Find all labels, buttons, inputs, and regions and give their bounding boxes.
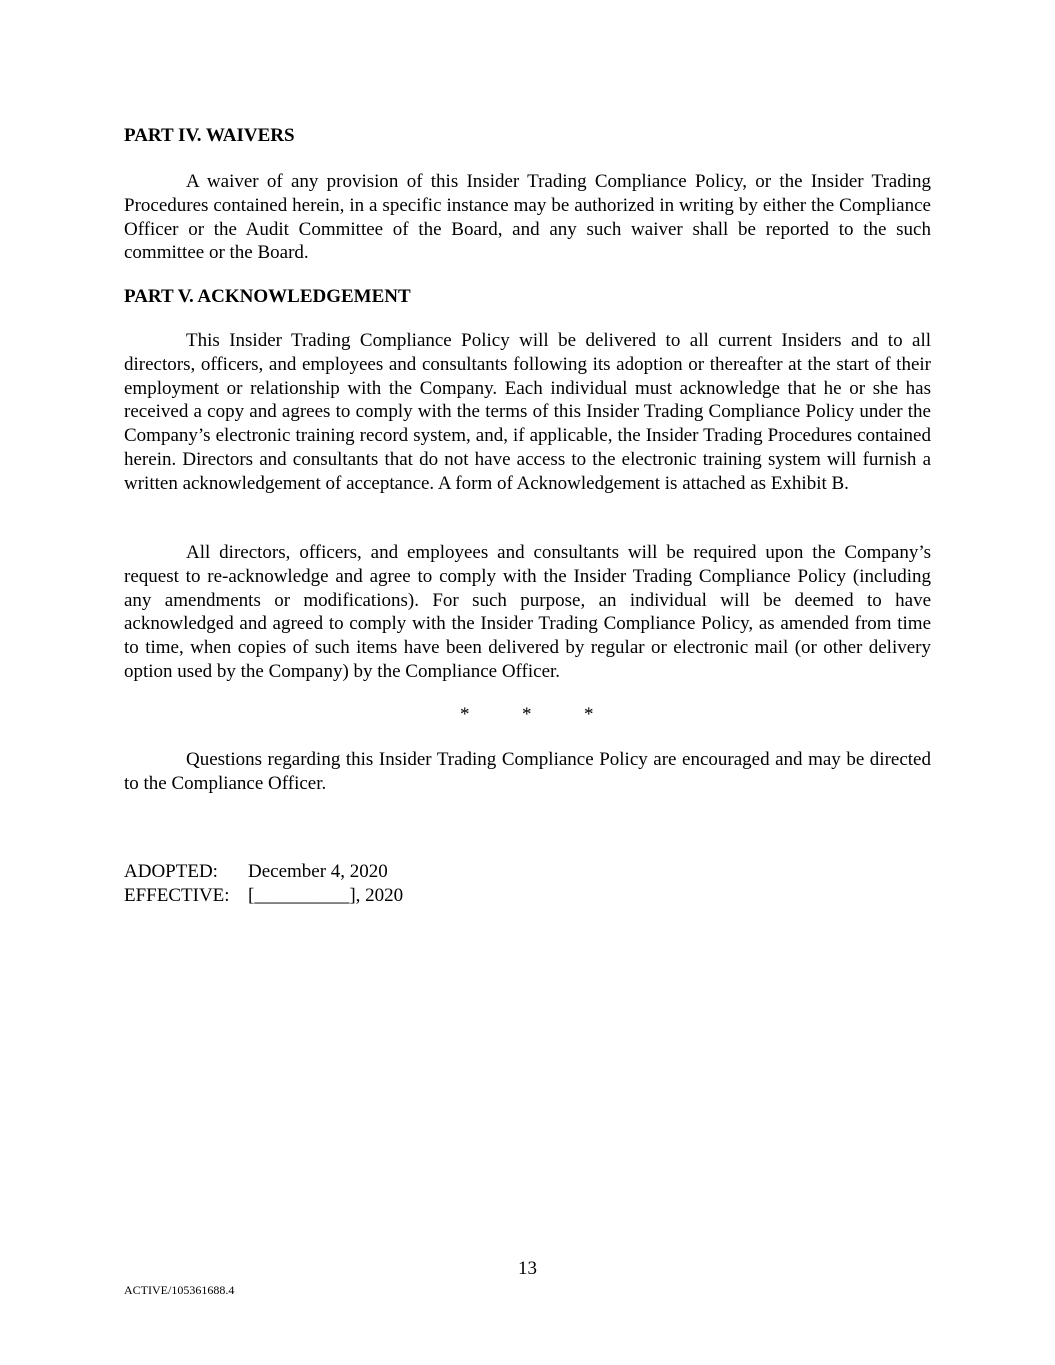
section-separator — [0, 703, 1055, 727]
adopted-label: ADOPTED: — [124, 861, 218, 882]
separator-star: * — [460, 704, 470, 725]
effective-value: [__________], 2020 — [248, 885, 404, 906]
part-v-paragraph-2: All directors, officers, and employees and consultants will be required upon the Company’s request to re-acknowledge and agree to comply with the Insider Trading Compliance Policy (including any amendments or modifications). For such purpose, an individual will be deemed to have acknowledged and agreed to comply with the Insider Trading Compliance Policy, as amended from time to time, when copies of such items have been delivered by regular or electronic mail (or other delivery option used by the Company) by the Compliance Officer. — [124, 542, 931, 682]
part-iv-heading: PART IV. WAIVERS — [124, 125, 295, 146]
separator-star: * — [584, 704, 594, 725]
effective-label: EFFECTIVE: — [124, 885, 230, 906]
document-id: ACTIVE/105361688.4 — [124, 1283, 235, 1297]
adopted-row — [124, 860, 388, 884]
part-v-heading: PART V. ACKNOWLEDGEMENT — [124, 286, 411, 307]
part-v-paragraph-1: This Insider Trading Compliance Policy will be delivered to all current Insiders and to all directors, officers, and employees and consultants following its adoption or thereafter at the start of their employment or relationship with the Company. Each individual must acknowledge that he or she has received a copy and agrees to comply with the terms of this Insider Trading Compliance Policy under the Company’s electronic training record system, and, if applicable, the Insider Trading Procedures contained herein. Directors and consultants that do not have access to the electronic training system will furnish a written acknowledgement of acceptance. A form of Acknowledgement is attached as Exhibit B. — [124, 330, 931, 494]
part-iv-paragraph: A waiver of any provision of this Insider Trading Compliance Policy, or the Insider Trading Procedures contained herein, in a specific instance may be authorized in writing by either the Compliance Officer or the Audit Committee of the Board, and any such waiver shall be reported to the such committee or the Board. — [124, 171, 931, 264]
separator-star: * — [522, 704, 532, 725]
closing-paragraph: Questions regarding this Insider Trading Compliance Policy are encouraged and may be directed to the Compliance Officer. — [124, 749, 931, 794]
effective-row — [124, 884, 403, 908]
adopted-value: December 4, 2020 — [248, 861, 388, 882]
page-number: 13 — [518, 1258, 537, 1279]
